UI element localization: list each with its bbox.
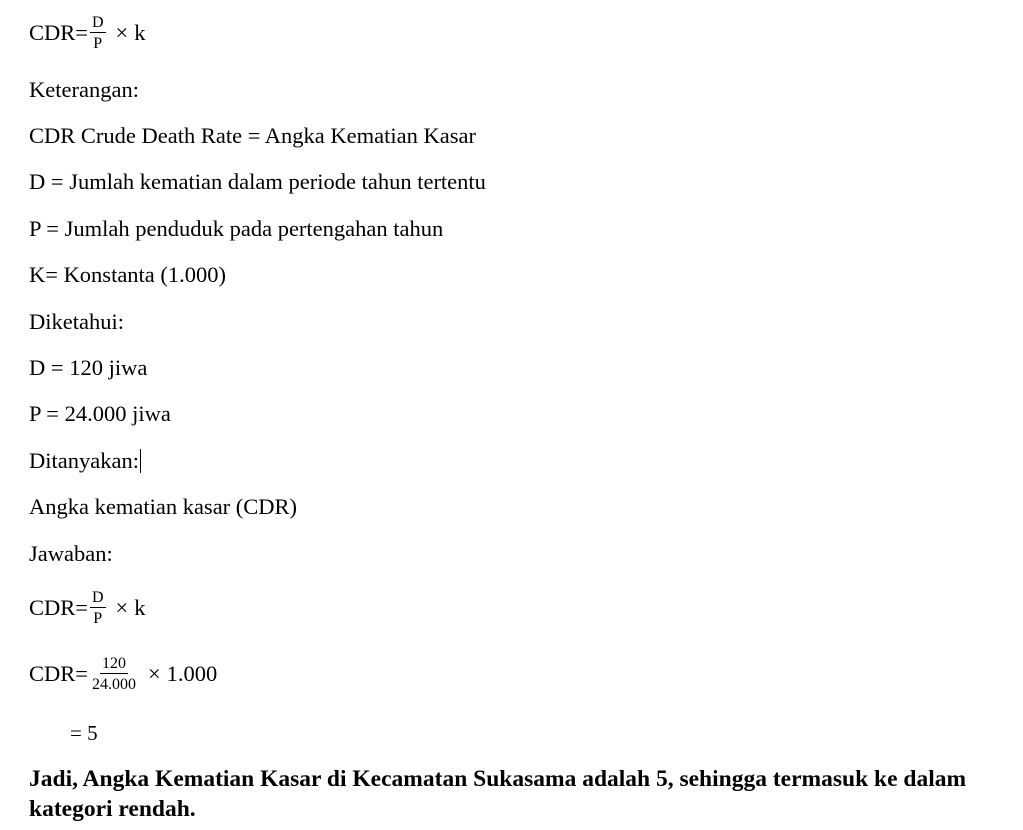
formula-lhs: CDR= — [29, 20, 88, 45]
formula-factor: k — [134, 595, 146, 620]
heading-ditanyakan-text: Ditanyakan: — [29, 448, 139, 473]
fraction-numerator: D — [91, 589, 104, 606]
formula-factor: k — [134, 20, 146, 45]
multiply-operator: × — [147, 661, 161, 686]
keterangan-item: D = Jumlah kematian dalam periode tahun tertentu — [29, 169, 486, 194]
formula-cdr-jawaban — [29, 589, 145, 627]
keterangan-item: P = Jumlah penduduk pada pertengahan tahun — [29, 216, 444, 241]
diketahui-item: D = 120 jiwa — [29, 355, 148, 380]
fraction — [90, 655, 138, 693]
heading-diketahui: Diketahui: — [29, 309, 124, 334]
fraction-denominator: 24.000 — [91, 676, 136, 693]
heading-keterangan: Keterangan: — [29, 77, 139, 102]
formula-lhs: CDR= — [29, 595, 88, 620]
fraction — [90, 589, 106, 627]
formula-result: = 5 — [70, 721, 98, 745]
fraction-numerator: 120 — [101, 655, 126, 672]
diketahui-item: P = 24.000 jiwa — [29, 401, 171, 426]
multiply-operator: × — [115, 595, 129, 620]
fraction-numerator: D — [91, 14, 104, 31]
keterangan-item: CDR Crude Death Rate = Angka Kematian Kasar — [29, 123, 476, 148]
formula-cdr-definition — [29, 14, 145, 52]
fraction-denominator: P — [93, 35, 103, 52]
fraction-denominator: P — [93, 610, 103, 627]
formula-lhs: CDR= — [29, 661, 88, 686]
fraction — [90, 14, 106, 52]
ditanyakan-answer: Angka kematian kasar (CDR) — [29, 494, 298, 519]
text-cursor — [140, 449, 141, 473]
formula-factor: 1.000 — [166, 661, 218, 686]
conclusion-text: Jadi, Angka Kematian Kasar di Kecamatan Sukasama adalah 5, sehingga termasuk ke dalam kategori rendah. — [29, 766, 967, 822]
heading-ditanyakan[interactable] — [29, 447, 141, 475]
heading-jawaban: Jawaban: — [29, 541, 113, 566]
formula-cdr-substitution — [29, 655, 217, 693]
keterangan-item: K= Konstanta (1.000) — [29, 262, 227, 287]
multiply-operator: × — [115, 20, 129, 45]
